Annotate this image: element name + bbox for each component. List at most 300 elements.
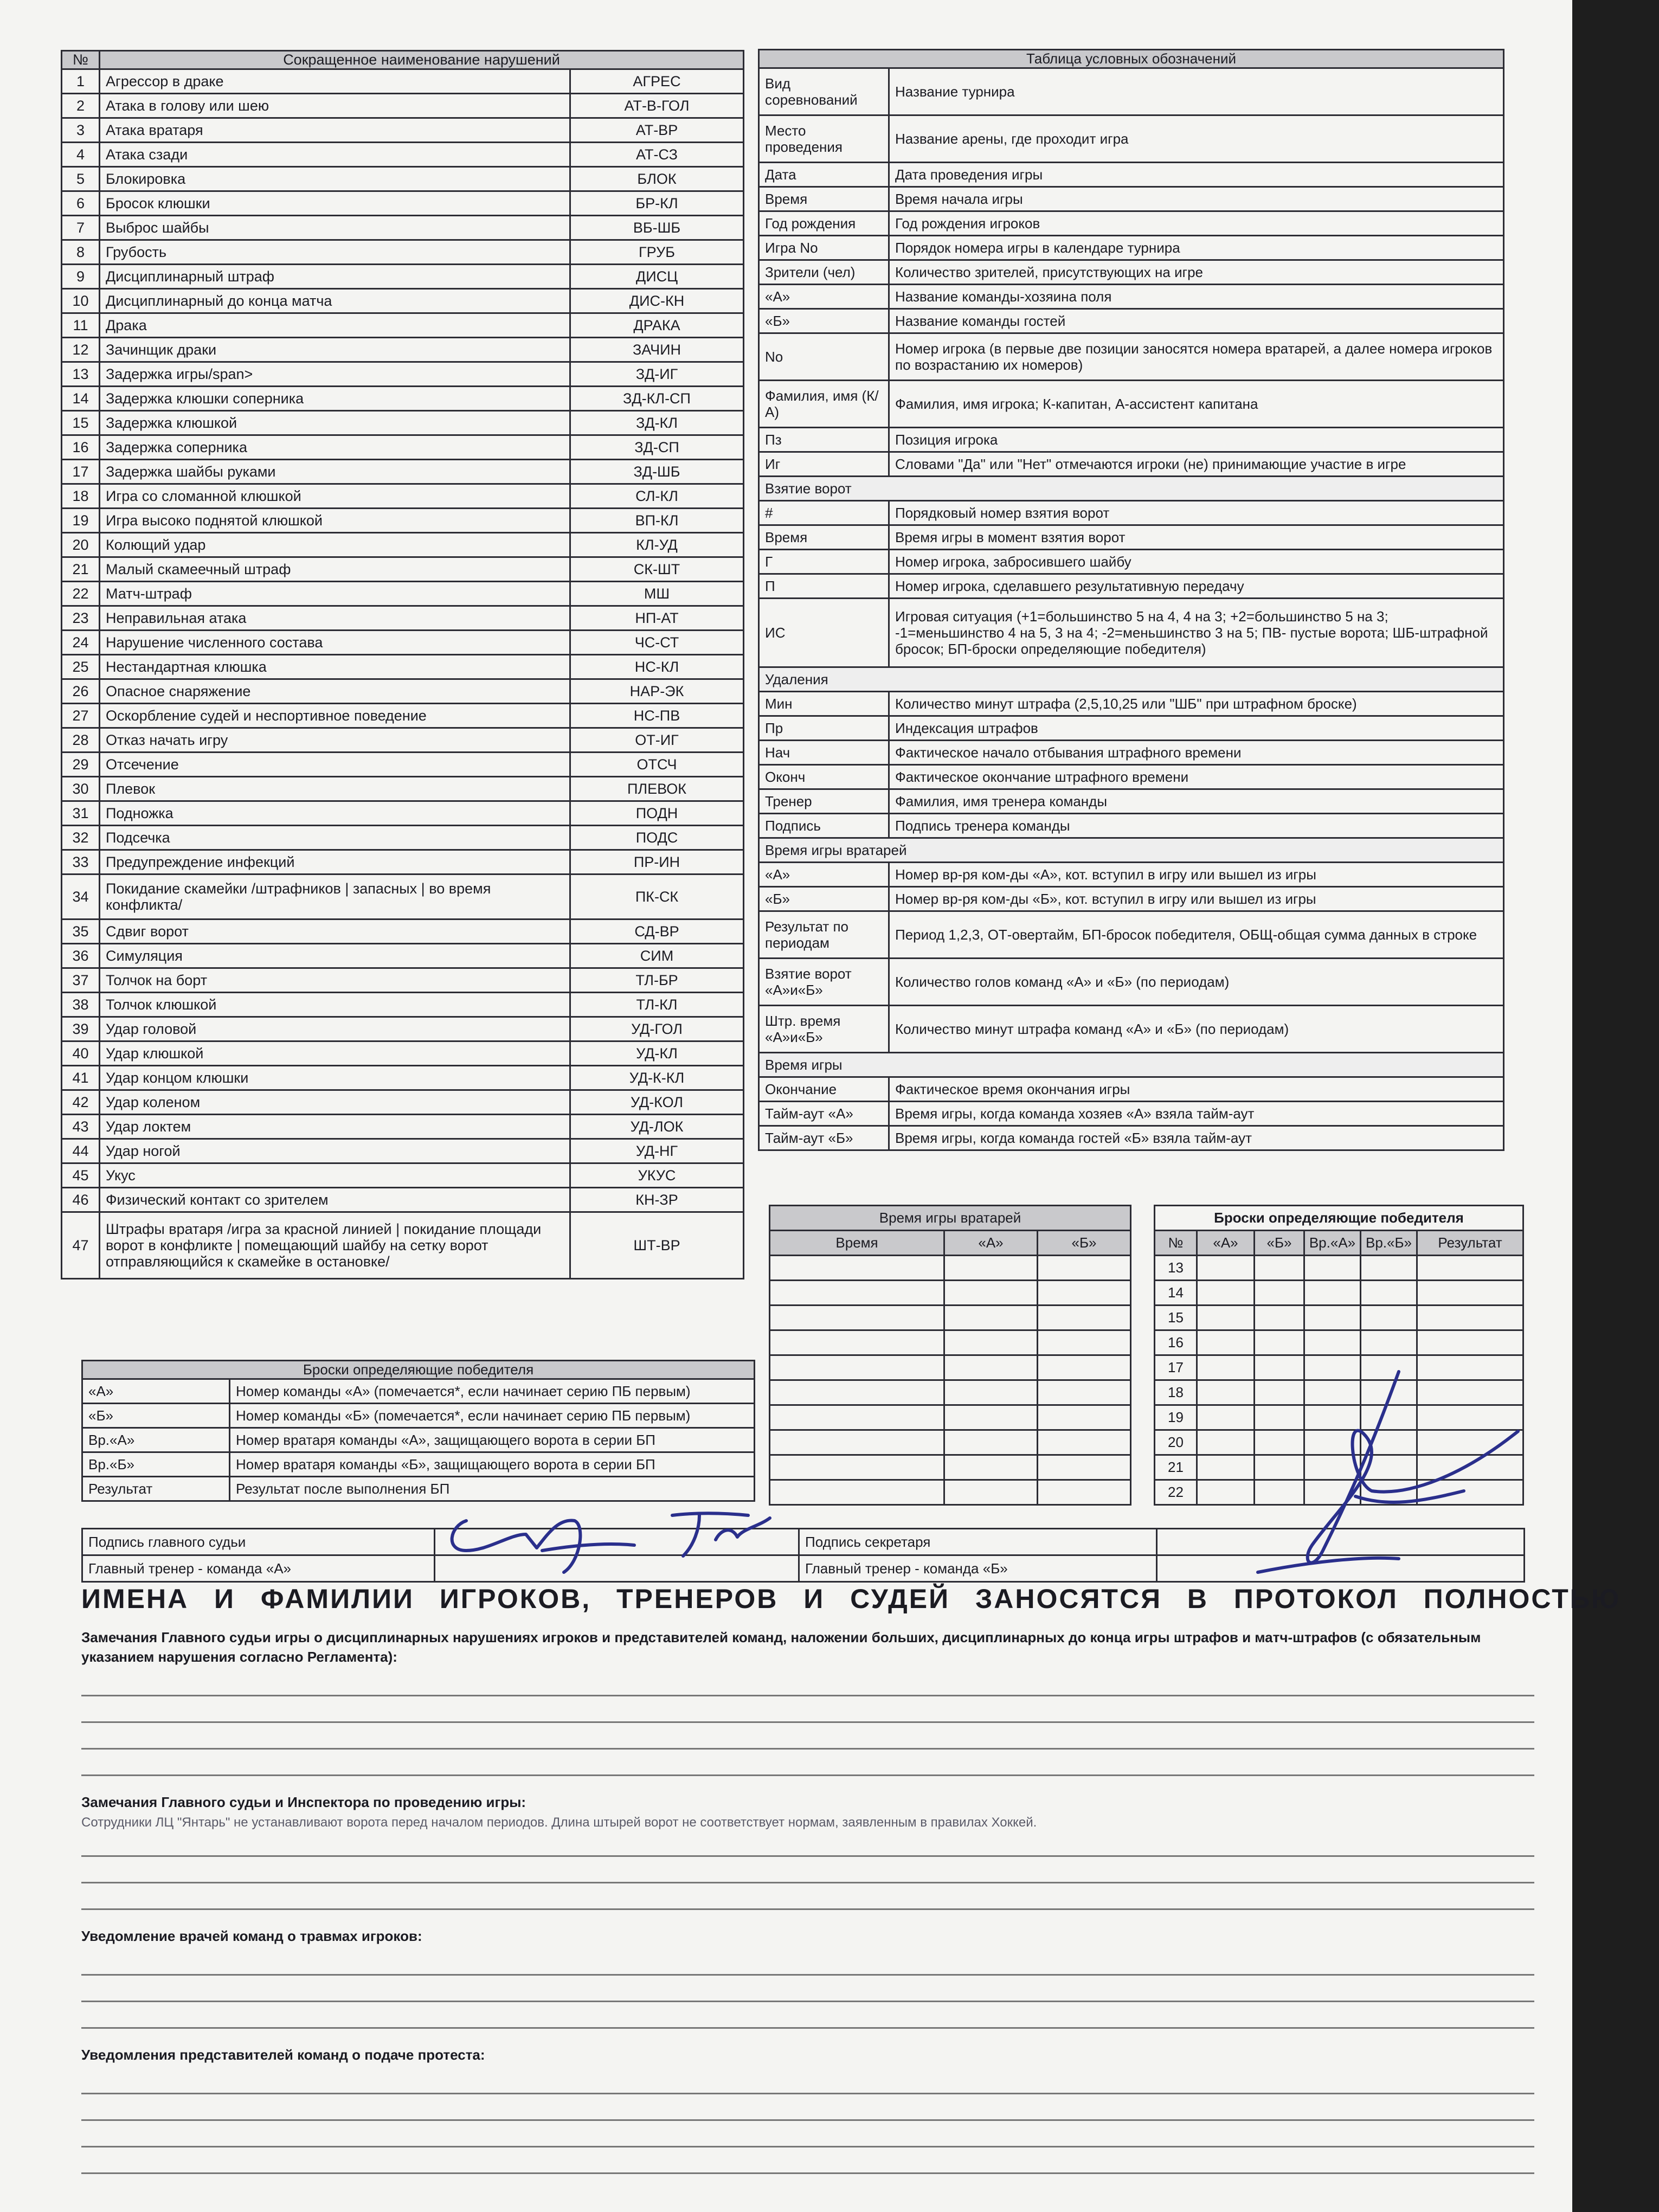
violation-code: ШТ-ВР <box>570 1212 744 1279</box>
violation-code: АТ-ВР <box>570 118 744 143</box>
legend-definition: Год рождения игроков <box>889 211 1504 236</box>
legend-term: Нач <box>759 741 889 765</box>
shootout-cell[interactable] <box>1361 1256 1417 1281</box>
legend-term: Результат по периодам <box>759 911 889 959</box>
legend-definition: Фамилия, имя тренера команды <box>889 789 1504 814</box>
shootout-cell[interactable] <box>1417 1330 1523 1355</box>
legend-row <box>759 574 1504 599</box>
violation-number: 43 <box>62 1115 100 1139</box>
goalie-time-cell[interactable] <box>1038 1455 1131 1480</box>
goalie-time-cell[interactable] <box>770 1256 944 1281</box>
shootout-cell[interactable] <box>1197 1480 1255 1505</box>
shootout-number: 14 <box>1155 1281 1197 1306</box>
shootout-legend-definition: Номер вратаря команды «А», защищающего ворота в серии БП <box>230 1428 755 1452</box>
inspector-remarks-line-1[interactable] <box>81 1830 1534 1857</box>
violation-name: Задержка игры/span> <box>100 362 570 387</box>
violation-name: Нарушение численного состава <box>100 631 570 655</box>
shootout-cell[interactable] <box>1197 1430 1255 1455</box>
goalie-time-table <box>769 1205 1131 1506</box>
shootout-cell[interactable] <box>1361 1430 1417 1455</box>
legend-row <box>759 381 1504 428</box>
violation-code: МШ <box>570 582 744 606</box>
goalie-time-cell[interactable] <box>944 1405 1038 1430</box>
shootout-legend-row <box>82 1428 755 1452</box>
shootout-cell[interactable] <box>1304 1256 1361 1281</box>
legend-row <box>759 236 1504 260</box>
violation-code: БР-КЛ <box>570 191 744 216</box>
legend-definition: Подпись тренера команды <box>889 814 1504 838</box>
shootout-cell[interactable] <box>1197 1380 1255 1405</box>
violation-name: Зачинщик драки <box>100 338 570 362</box>
legend-row <box>759 1077 1504 1102</box>
protest-notice-title: Уведомления представителей команд о подаче протеста: <box>81 2047 485 2063</box>
shootout-number: 19 <box>1155 1405 1197 1430</box>
legend-term: ИС <box>759 599 889 667</box>
referee-remarks-line-3[interactable] <box>81 1723 1534 1750</box>
shootout-cell[interactable] <box>1304 1281 1361 1306</box>
secretary-signature-field[interactable] <box>1157 1529 1525 1555</box>
inspector-remarks-title: Замечания Главного судьи и Инспектора по проведению игры: <box>81 1794 526 1810</box>
goalie-time-cell[interactable] <box>1038 1480 1131 1505</box>
referee-remarks-line-4[interactable] <box>81 1750 1534 1776</box>
violation-code: НС-ПВ <box>570 704 744 728</box>
violation-name: Неправильная атака <box>100 606 570 631</box>
goalie-time-row <box>770 1405 1131 1430</box>
shootout-cell[interactable] <box>1361 1330 1417 1355</box>
violation-code: УД-НГ <box>570 1139 744 1163</box>
violation-name: Малый скамеечный штраф <box>100 557 570 582</box>
shootout-row <box>1155 1330 1523 1355</box>
legend-row <box>759 163 1504 187</box>
shootout-cell[interactable] <box>1255 1480 1304 1505</box>
goalie-time-cell[interactable] <box>1038 1355 1131 1380</box>
violation-row <box>62 1017 744 1041</box>
goalie-time-row <box>770 1256 1131 1281</box>
violation-number: 30 <box>62 777 100 801</box>
referee-remarks-line-1[interactable] <box>81 1670 1534 1696</box>
shootout-cell[interactable] <box>1255 1455 1304 1480</box>
legend-definition: Фамилия, имя игрока; К-капитан, А-ассистент капитана <box>889 381 1504 428</box>
shootout-cell[interactable] <box>1304 1330 1361 1355</box>
shootout-cell[interactable] <box>1197 1281 1255 1306</box>
shootout-cell[interactable] <box>1304 1480 1361 1505</box>
violation-code: ЗД-КЛ <box>570 411 744 435</box>
legend-term: Зрители (чел) <box>759 260 889 285</box>
shootout-title-row <box>1155 1206 1523 1231</box>
violation-number: 34 <box>62 874 100 919</box>
shootout-cell[interactable] <box>1417 1455 1523 1480</box>
legend-definition: Период 1,2,3, ОТ-овертайм, БП-бросок победителя, ОБЩ-общая сумма данных в строке <box>889 911 1504 959</box>
doctors-notice-line-2[interactable] <box>81 1976 1534 2002</box>
legend-row <box>759 814 1504 838</box>
legend-definition: Количество минут штрафа команд «А» и «Б» (по периодам) <box>889 1006 1504 1053</box>
inspector-remarks-line-3[interactable] <box>81 1883 1534 1910</box>
shootout-cell[interactable] <box>1361 1480 1417 1505</box>
legend-term: П <box>759 574 889 599</box>
violation-number: 18 <box>62 484 100 509</box>
protest-notice-line-4[interactable] <box>81 2147 1534 2174</box>
goalie-time-cell[interactable] <box>770 1405 944 1430</box>
protest-notice-line-2[interactable] <box>81 2094 1534 2121</box>
shootout-number: 22 <box>1155 1480 1197 1505</box>
violation-row <box>62 387 744 411</box>
violation-row <box>62 69 744 94</box>
shootout-cell[interactable] <box>1255 1380 1304 1405</box>
shootout-cell[interactable] <box>1417 1380 1523 1405</box>
shootout-cell[interactable] <box>1255 1405 1304 1430</box>
violation-name: Нестандартная клюшка <box>100 655 570 679</box>
goalie-time-cell[interactable] <box>1038 1430 1131 1455</box>
goalie-time-cell[interactable] <box>770 1480 944 1505</box>
goalie-time-cell[interactable] <box>770 1430 944 1455</box>
legend-row <box>759 550 1504 574</box>
coach-a-signature-field[interactable] <box>435 1555 799 1582</box>
shootout-cell[interactable] <box>1255 1430 1304 1455</box>
goalie-time-cell[interactable] <box>944 1430 1038 1455</box>
legend-term: Время <box>759 187 889 211</box>
violation-name: Сдвиг ворот <box>100 919 570 944</box>
secretary-signature-label: Подпись секретаря <box>799 1529 1157 1555</box>
violation-code: УД-КЛ <box>570 1041 744 1066</box>
goalie-time-cell[interactable] <box>1038 1330 1131 1355</box>
violation-name: Плевок <box>100 777 570 801</box>
violation-number: 7 <box>62 216 100 240</box>
violation-code: ТЛ-КЛ <box>570 993 744 1017</box>
violation-number: 40 <box>62 1041 100 1066</box>
goalie-time-cell[interactable] <box>944 1330 1038 1355</box>
goalie-time-cell[interactable] <box>770 1281 944 1306</box>
violation-name: Штрафы вратаря /игра за красной линией | покидание площади ворот в конфликте | помещающий шайбу на сетку ворот отправляющийся к скамейке в остановке/ <box>100 1212 570 1279</box>
goalie-time-cell[interactable] <box>1038 1256 1131 1281</box>
violation-number: 20 <box>62 533 100 557</box>
shootout-cell[interactable] <box>1197 1330 1255 1355</box>
shootout-cell[interactable] <box>1417 1430 1523 1455</box>
legend-row <box>759 1053 1504 1077</box>
goalie-time-cell[interactable] <box>944 1306 1038 1330</box>
violation-code: ЗД-СП <box>570 435 744 460</box>
violation-row <box>62 216 744 240</box>
shootout-cell[interactable] <box>1304 1355 1361 1380</box>
violation-name: Дисциплинарный до конца матча <box>100 289 570 313</box>
violation-code: СК-ШТ <box>570 557 744 582</box>
violation-name: Выброс шайбы <box>100 216 570 240</box>
legend-definition: Словами "Да" или "Нет" отмечаются игроки (не) принимающие участие в игре <box>889 452 1504 477</box>
goalie-time-row <box>770 1330 1131 1355</box>
violation-code: ЧС-СТ <box>570 631 744 655</box>
shootout-cell[interactable] <box>1361 1306 1417 1330</box>
violation-name: Задержка клюшкой <box>100 411 570 435</box>
violation-number: 6 <box>62 191 100 216</box>
violation-number: 8 <box>62 240 100 265</box>
violation-name: Подсечка <box>100 826 570 850</box>
coach-b-signature-field[interactable] <box>1157 1555 1525 1582</box>
inspector-remarks-line-2[interactable] <box>81 1857 1534 1883</box>
shootout-cell[interactable] <box>1304 1455 1361 1480</box>
violation-code: ЗАЧИН <box>570 338 744 362</box>
shootout-legend-term: «А» <box>82 1379 230 1404</box>
doctors-notice-line-1[interactable] <box>81 1949 1534 1976</box>
shootout-header-row <box>1155 1231 1523 1256</box>
legend-row <box>759 1006 1504 1053</box>
goalie-time-cell[interactable] <box>770 1355 944 1380</box>
legend-row <box>759 452 1504 477</box>
legend-row <box>759 115 1504 163</box>
legend-definition: Время начала игры <box>889 187 1504 211</box>
violation-row <box>62 606 744 631</box>
legend-definition: Количество минут штрафа (2,5,10,25 или "ШБ" при штрафном броске) <box>889 692 1504 716</box>
shootout-number: 16 <box>1155 1330 1197 1355</box>
goalie-time-cell[interactable] <box>1038 1306 1131 1330</box>
legend-row <box>759 187 1504 211</box>
violation-number: 4 <box>62 143 100 167</box>
goalie-time-cell[interactable] <box>944 1281 1038 1306</box>
shootout-cell[interactable] <box>1255 1330 1304 1355</box>
legend-definition: Фактическое начало отбывания штрафного времени <box>889 741 1504 765</box>
chief-referee-signature-field[interactable] <box>435 1529 799 1555</box>
violation-code: ОТСЧ <box>570 753 744 777</box>
violation-row <box>62 631 744 655</box>
shootout-cell[interactable] <box>1255 1355 1304 1380</box>
legend-term: Вид соревнований <box>759 68 889 115</box>
legend-row <box>759 667 1504 692</box>
violation-row <box>62 533 744 557</box>
violation-name: Матч-штраф <box>100 582 570 606</box>
violation-code: БЛОК <box>570 167 744 191</box>
legend-definition: Номер игрока (в первые две позиции заносятся номера вратарей, а далее номера игроков по возрастанию их номеров) <box>889 333 1504 381</box>
violation-name: Толчок на борт <box>100 968 570 993</box>
legend-row <box>759 716 1504 741</box>
shootout-cell[interactable] <box>1417 1405 1523 1430</box>
goalie-time-cell[interactable] <box>770 1455 944 1480</box>
shootout-row <box>1155 1256 1523 1281</box>
violation-code: КН-ЗР <box>570 1188 744 1212</box>
violation-code: ТЛ-БР <box>570 968 744 993</box>
violation-row <box>62 826 744 850</box>
violation-code: УД-К-КЛ <box>570 1066 744 1090</box>
legend-title: Таблица условных обозначений <box>759 50 1504 68</box>
violation-number: 27 <box>62 704 100 728</box>
shootout-row <box>1155 1355 1523 1380</box>
legend-row <box>759 477 1504 501</box>
shootout-cell[interactable] <box>1255 1306 1304 1330</box>
shootout-cell[interactable] <box>1304 1380 1361 1405</box>
shootout-body <box>1155 1256 1523 1505</box>
violation-number: 26 <box>62 679 100 704</box>
shootout-cell[interactable] <box>1417 1256 1523 1281</box>
violation-number: 45 <box>62 1163 100 1188</box>
violation-code: НАР-ЭК <box>570 679 744 704</box>
legend-definition: Порядок номера игры в календаре турнира <box>889 236 1504 260</box>
violation-name: Опасное снаряжение <box>100 679 570 704</box>
violation-code: ЗД-КЛ-СП <box>570 387 744 411</box>
violation-name: Атака в голову или шею <box>100 94 570 118</box>
violation-code: ЗД-ИГ <box>570 362 744 387</box>
violation-number: 15 <box>62 411 100 435</box>
protest-notice-line-3[interactable] <box>81 2121 1534 2147</box>
goalie-time-title-row <box>770 1206 1131 1231</box>
goalie-time-row <box>770 1281 1131 1306</box>
violation-code: АГРЕС <box>570 69 744 94</box>
goalie-time-cell[interactable] <box>1038 1281 1131 1306</box>
shootout-row <box>1155 1430 1523 1455</box>
violation-row <box>62 118 744 143</box>
shootout-cell[interactable] <box>1197 1306 1255 1330</box>
goalie-time-cell[interactable] <box>1038 1405 1131 1430</box>
goalie-time-header-a: «А» <box>944 1231 1038 1256</box>
coach-a-label: Главный тренер - команда «А» <box>82 1555 435 1582</box>
violation-number: 10 <box>62 289 100 313</box>
goalie-time-row <box>770 1430 1131 1455</box>
violation-name: Удар коленом <box>100 1090 570 1115</box>
shootout-legend-row <box>82 1404 755 1428</box>
shootout-legend-definition: Результат после выполнения БП <box>230 1477 755 1501</box>
shootout-cell[interactable] <box>1361 1405 1417 1430</box>
inspector-remarks-text: Сотрудники ЛЦ "Янтарь" не устанавливают ворота перед началом периодов. Длина штырей ворот не соответствует нормам, заявленным в правилах Хоккей. <box>81 1815 1037 1830</box>
violation-number: 14 <box>62 387 100 411</box>
violation-row <box>62 338 744 362</box>
shootout-legend-term: Результат <box>82 1477 230 1501</box>
doctors-notice-title: Уведомление врачей команд о травмах игроков: <box>81 1928 422 1944</box>
shootout-legend-body <box>82 1379 755 1501</box>
protest-notice-line-1[interactable] <box>81 2068 1534 2094</box>
referee-remarks-line-2[interactable] <box>81 1696 1534 1723</box>
shootout-cell[interactable] <box>1304 1306 1361 1330</box>
goalie-time-cell[interactable] <box>770 1380 944 1405</box>
shootout-cell[interactable] <box>1417 1355 1523 1380</box>
legend-row <box>759 692 1504 716</box>
shootout-cell[interactable] <box>1304 1430 1361 1455</box>
violations-table <box>61 50 744 1279</box>
violations-title-header: Сокращенное наименование нарушений <box>100 51 744 69</box>
violation-row <box>62 143 744 167</box>
violation-name: Физический контакт со зрителем <box>100 1188 570 1212</box>
shootout-number: 17 <box>1155 1355 1197 1380</box>
shootout-legend-definition: Номер команды «А» (помечается*, если начинает серию ПБ первым) <box>230 1379 755 1404</box>
shootout-cell[interactable] <box>1417 1480 1523 1505</box>
violation-code: ВБ-ШБ <box>570 216 744 240</box>
goalie-time-body <box>770 1256 1131 1505</box>
legend-definition: Название команды-хозяина поля <box>889 285 1504 309</box>
shootout-cell[interactable] <box>1417 1306 1523 1330</box>
shootout-cell[interactable] <box>1417 1281 1523 1306</box>
violation-number: 1 <box>62 69 100 94</box>
shootout-cell[interactable] <box>1361 1355 1417 1380</box>
legend-term: Оконч <box>759 765 889 789</box>
shootout-legend-row <box>82 1452 755 1477</box>
shootout-cell[interactable] <box>1361 1455 1417 1480</box>
shootout-cell[interactable] <box>1197 1455 1255 1480</box>
violation-code: ПК-СК <box>570 874 744 919</box>
legend-row <box>759 285 1504 309</box>
shootout-header-goalie-b: Вр.«Б» <box>1361 1231 1417 1256</box>
violation-row <box>62 1041 744 1066</box>
chief-referee-signature-label: Подпись главного судьи <box>82 1529 435 1555</box>
shootout-number: 21 <box>1155 1455 1197 1480</box>
legend-definition: Фактическое время окончания игры <box>889 1077 1504 1102</box>
doctors-notice-line-3[interactable] <box>81 2002 1534 2029</box>
violation-row <box>62 313 744 338</box>
shootout-header-goalie-a: Вр.«А» <box>1304 1231 1361 1256</box>
shootout-cell[interactable] <box>1304 1405 1361 1430</box>
shootout-cell[interactable] <box>1255 1256 1304 1281</box>
legend-definition: Название команды гостей <box>889 309 1504 333</box>
violation-number: 12 <box>62 338 100 362</box>
legend-row <box>759 789 1504 814</box>
goalie-time-cell[interactable] <box>944 1455 1038 1480</box>
shootout-cell[interactable] <box>1197 1256 1255 1281</box>
violation-number: 23 <box>62 606 100 631</box>
violation-row <box>62 1163 744 1188</box>
violation-number: 28 <box>62 728 100 753</box>
violation-name: Удар концом клюшки <box>100 1066 570 1090</box>
shootout-header-b: «Б» <box>1255 1231 1304 1256</box>
shootout-legend-definition: Номер команды «Б» (помечается*, если начинает серию ПБ первым) <box>230 1404 755 1428</box>
shootout-cell[interactable] <box>1255 1281 1304 1306</box>
shootout-row <box>1155 1380 1523 1405</box>
shootout-legend-row <box>82 1477 755 1501</box>
goalie-time-row <box>770 1355 1131 1380</box>
legend-row <box>759 501 1504 525</box>
violation-name: Колющий удар <box>100 533 570 557</box>
shootout-number: 18 <box>1155 1380 1197 1405</box>
violation-row <box>62 289 744 313</box>
shootout-cell[interactable] <box>1197 1355 1255 1380</box>
goalie-time-row <box>770 1480 1131 1505</box>
violation-code: ВП-КЛ <box>570 509 744 533</box>
goalie-time-cell[interactable] <box>944 1256 1038 1281</box>
goalie-time-cell[interactable] <box>944 1380 1038 1405</box>
goalie-time-cell[interactable] <box>944 1480 1038 1505</box>
legend-term: Иг <box>759 452 889 477</box>
goalie-time-cell[interactable] <box>1038 1380 1131 1405</box>
signature-table <box>81 1528 1525 1583</box>
shootout-cell[interactable] <box>1361 1281 1417 1306</box>
violation-name: Предупреждение инфекций <box>100 850 570 874</box>
legend-term: Тренер <box>759 789 889 814</box>
legend-term: Игра No <box>759 236 889 260</box>
violation-name: Задержка соперника <box>100 435 570 460</box>
violation-row <box>62 167 744 191</box>
violation-number: 37 <box>62 968 100 993</box>
legend-term: Г <box>759 550 889 574</box>
violation-code: АТ-СЗ <box>570 143 744 167</box>
goalie-time-cell[interactable] <box>944 1355 1038 1380</box>
legend-definition: Номер вр-ря ком-ды «А», кот. вступил в игру или вышел из игры <box>889 863 1504 887</box>
violation-row <box>62 484 744 509</box>
violation-number: 44 <box>62 1139 100 1163</box>
legend-row <box>759 428 1504 452</box>
shootout-row <box>1155 1405 1523 1430</box>
violation-name: Подножка <box>100 801 570 826</box>
violation-name: Оскорбление судей и неспортивное поведение <box>100 704 570 728</box>
legend-definition: Время игры, когда команда хозяев «А» взяла тайм-аут <box>889 1102 1504 1126</box>
violation-row <box>62 411 744 435</box>
goalie-time-cell[interactable] <box>770 1306 944 1330</box>
legend-body <box>759 68 1504 1150</box>
violation-row <box>62 777 744 801</box>
shootout-cell[interactable] <box>1361 1380 1417 1405</box>
shootout-legend-term: Вр.«Б» <box>82 1452 230 1477</box>
violation-row <box>62 968 744 993</box>
violation-name: Атака сзади <box>100 143 570 167</box>
legend-term: Тайм-аут «А» <box>759 1102 889 1126</box>
violation-number: 24 <box>62 631 100 655</box>
legend-term: Подпись <box>759 814 889 838</box>
shootout-cell[interactable] <box>1197 1405 1255 1430</box>
violation-row <box>62 993 744 1017</box>
goalie-time-cell[interactable] <box>770 1330 944 1355</box>
violation-code: СИМ <box>570 944 744 968</box>
